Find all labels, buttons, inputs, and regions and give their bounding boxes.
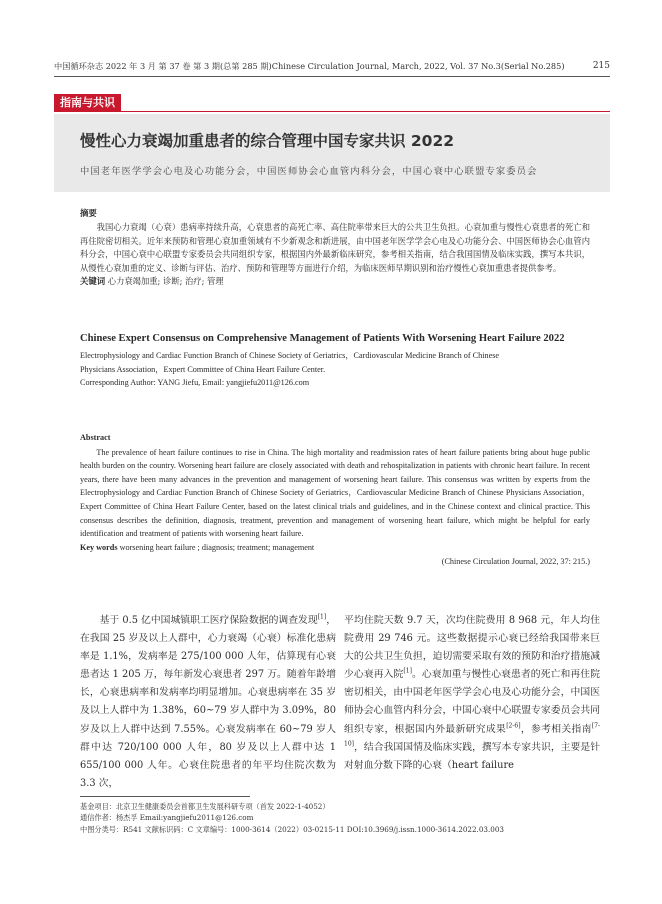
english-title: Chinese Expert Consensus on Comprehensive Management of Patients With Worsening Heart Failure 2022 <box>80 333 565 344</box>
english-affiliations-2: Physicians Association，Expert Committee of China Heart Failure Center. <box>80 364 326 374</box>
footnote-rule <box>80 796 250 797</box>
article-title: 慢性心力衰竭加重患者的综合管理中国专家共识 2022 <box>80 132 455 150</box>
section-rule <box>54 111 610 112</box>
body-text: ，在我国 25 岁及以上人群中，心力衰竭（心衰）标准化患病率是 1.1%，发病率是 275/100 000 人年，估算现有心衰患者达 1 205 万，每年新发心衰患者 297 万。随着年龄增长，心衰患病率和发病率均明显增加。心衰患病率在 35 岁及以上人群中为 1.38%，60~79 岁人群中为 3.09%，80 岁及以上人群中达到 7.55%。心衰发病率在 60~79 岁人群中达 720/100 000 人年，80 岁及以上人群中达 1 655/100 000 人年。心衰住院患者的年平均住院次数为 3.3 次， <box>80 615 336 789</box>
chinese-abstract <box>80 207 590 289</box>
keywords-value-en: worsening heart failure ; diagnosis; treatment; management <box>119 542 315 552</box>
body-column-left <box>80 612 336 793</box>
citation-line: (Chinese Circulation Journal, 2022, 37: 215.) <box>441 557 590 567</box>
reference-marker: [1] <box>317 613 327 621</box>
reference-marker: [7-10] <box>344 722 601 748</box>
reference-marker: [2-6] <box>506 722 521 730</box>
title-box <box>54 114 610 192</box>
body-text: 基于 0.5 亿中国城镇职工医疗保险数据的调查发现 <box>99 615 318 626</box>
section-tag: 指南与共识 <box>54 94 121 112</box>
reference-marker: [1] <box>403 668 412 676</box>
classification-note: 中图分类号：R541 文献标识码：C 文章编号：1000-3614（2022）03-0215-11 DOI:10.3969/j.issn.1000-3614.2022.03.003 <box>80 824 504 834</box>
body-text: 平均住院天数 9.7 天，次均住院费用 8 968 元，年人均住院费用 29 746 元。这些数据提示心衰已经给我国带来巨大的公共卫生负担，迫切需要采取有效的预防和治疗措施减少心衰再入院 <box>344 615 600 681</box>
english-front-matter <box>80 331 590 390</box>
keywords-label-en: Key words <box>80 542 118 552</box>
running-header <box>54 60 610 77</box>
body-text: 。心衰加重与慢性心衰患者的死亡和再住院密切相关，由中国老年医学学会心电及心功能分会，中国医师协会心血管内科分会，中国心衰中心联盟专家委员会共同组织专家，根据国内外最新研究成果 <box>344 669 601 735</box>
keywords-label-zh: 关键词 <box>80 276 106 286</box>
keywords-en <box>80 541 590 555</box>
abstract-heading-en: Abstract <box>80 433 111 442</box>
body-text: ，参考相关指南 <box>520 723 592 735</box>
contact-note: 通信作者：杨杰孚 Email:yangjiefu2011@126.com <box>80 813 254 823</box>
corresponding-author: Corresponding Author: YANG Jiefu, Email: yangjiefu2011@126.com <box>80 378 310 388</box>
author-organizations: 中国老年医学学会心电及心功能分会，中国医师协会心血管内科分会，中国心衰中心联盟专家委员会 <box>80 166 538 177</box>
footnotes <box>80 801 504 835</box>
fund-note: 基金项目：北京卫生健康委员会首都卫生发展科研专项（首发 2022-1-4052） <box>80 802 330 811</box>
keywords-zh <box>80 275 590 289</box>
keywords-value-zh: 心力衰竭加重; 诊断; 治疗; 管理 <box>107 276 224 286</box>
abstract-heading-zh: 摘要 <box>80 208 97 218</box>
page-number: 215 <box>592 61 610 71</box>
english-affiliations-1: Electrophysiology and Cardiac Function Branch of Chinese Society of Geriatrics，Cardiovascular Medicine Branch of Chinese <box>80 351 500 360</box>
journal-citation-line: 中国循环杂志 2022 年 3 月 第 37 卷 第 3 期(总第 285 期)Chinese Circulation Journal, March, 2022, Vol. 37 No.3(Serial No.285) <box>54 61 565 71</box>
abstract-text-zh: 我国心力衰竭（心衰）患病率持续升高，心衰患者的高死亡率、高住院率带来巨大的公共卫生负担。心衰加重与慢性心衰患者的死亡和再住院密切相关。近年来预防和管理心衰加重领域有不少新观念和新进展，由中国老年医学学会心电及心功能分会、中国医师协会心血管内科分会，中国心衰中心联盟专家委员会共同组织专家，根据国内外最新临床研究，参考相关指南，结合我国国情及临床实践，撰写本共识，从慢性心衰加重的定义、诊断与评估、治疗、预防和管理等方面进行介绍，为临床医师早期识别和治疗慢性心衰加重患者提供参考。 <box>80 222 590 273</box>
english-abstract <box>80 431 590 566</box>
body-text: ，结合我国国情及临床实践，撰写本专家共识，主要是针对射血分数下降的心衰（heart failure <box>344 741 600 771</box>
abstract-text-en: The prevalence of heart failure continues to rise in China. The high mortality and readmission rates of heart failure patients bring about huge public health burden on the country. Worsening heart failure are closely associated with death and rehospitalization in patients with chronic heart failure. In recent years, there have been many advances in the prevention and management of worsening heart failure. This consensus was written by experts from the Electrophysiology and Cardiac Function Branch of Chinese Society of Geriatrics，Cardiovascular Medicine Branch of Chinese Physicians Association，Expert Committee of China Heart Failure Center, based on the latest clinical trials and guidelines, and in the Chinese context and clinical practice. This consensus describes the definition, diagnosis, treatment, prevention and management of worsening heart failure, which might be helpful for early identification and treatment of patients with worsening heart failure. <box>80 447 590 539</box>
body-column-right <box>344 612 600 775</box>
